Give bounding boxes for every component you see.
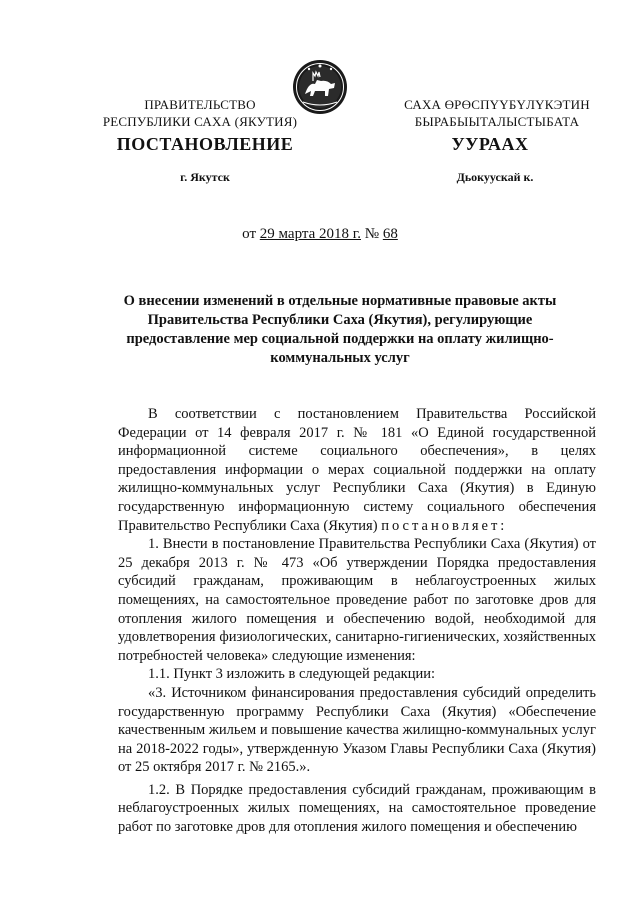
document-body (118, 401, 596, 837)
decree-word: постановляет: (381, 517, 508, 534)
number-sign: № (364, 226, 380, 242)
item-1-2-paragraph: 1.2. В Порядке предоставления субсидий гражданам, проживающим в неблагоустроенных жилых помещениях, на самостоятельное проведение работ по заготовке дров для отопления жилого помещения и обеспечению (118, 781, 596, 836)
date-number-line (0, 226, 640, 243)
org-name-ru-line1: ПРАВИТЕЛЬСТВО (144, 97, 256, 112)
org-name-sakha (367, 96, 627, 130)
city-sakha: Дьокуускай к. (456, 170, 534, 184)
city-ru: г. Якутск (180, 170, 230, 184)
doc-type-ru: ПОСТАНОВЛЕНИЕ (116, 134, 294, 154)
quote-paragraph: «3. Источником финансирования предоставления субсидий определить государственную программу Республики Саха (Якутия) «Обеспечение качественным жильем и повышение качества жилищно-коммунальных услуг на 2018-2022 годы», утвержденную Указом Главы Республики Саха (Якутия) от 25 октября 2017 г. № 2165.». (118, 684, 596, 776)
document-date: 29 марта 2018 г. (259, 226, 361, 242)
org-name-ru (70, 96, 330, 130)
document-subject: О внесении изменений в отдельные нормативные правовые акты Правительства Республики Саха (Якутия), регулирующие предоставление мер социальной поддержки на оплату жилищно-коммунальных услуг (123, 293, 557, 366)
org-name-ru-line2: РЕСПУБЛИКИ САХА (ЯКУТИЯ) (102, 114, 298, 129)
org-name-sakha-line1: САХА ӨРӨСПҮҮБҮЛҮКЭТИН (404, 97, 590, 112)
item-1-paragraph: 1. Внести в постановление Правительства Республики Саха (Якутия) от 25 декабря 2013 г. № 473 «Об утверждении Порядка предоставления субсидий гражданам, проживающим в неблагоустроенных жилых помещениях, на самостоятельное проведение работ по заготовке дров для отопления жилого помещения и обеспечению водой, необходимой для удовлетворения физиологических, санитарно-гигиенических, хозяйственных потребностей человека» следующие изменения: (118, 536, 596, 664)
preamble-paragraph (118, 405, 596, 535)
item-1-1-paragraph: 1.1. Пункт 3 изложить в следующей редакции: (148, 666, 436, 683)
preamble-text: В соответствии с постановлением Правительства Российской Федерации от 14 февраля 2017 г. № 181 «О Единой государственной информационной системе социального обеспечения», в целях предоставления информации о мерах социальной поддержки на оплату жилищно-коммунальных услуг Республики Саха (Якутия) в Единую государственную информационную систему социального обеспечения Правительство Республики Саха (Якутия) (118, 406, 596, 534)
org-name-sakha-line2: БЫРАБЫЫТАЛЫСТЫБАТА (414, 114, 580, 129)
document-number: 68 (382, 226, 398, 242)
date-prefix: от (242, 226, 257, 242)
doc-type-sakha: УУРААХ (451, 134, 529, 154)
